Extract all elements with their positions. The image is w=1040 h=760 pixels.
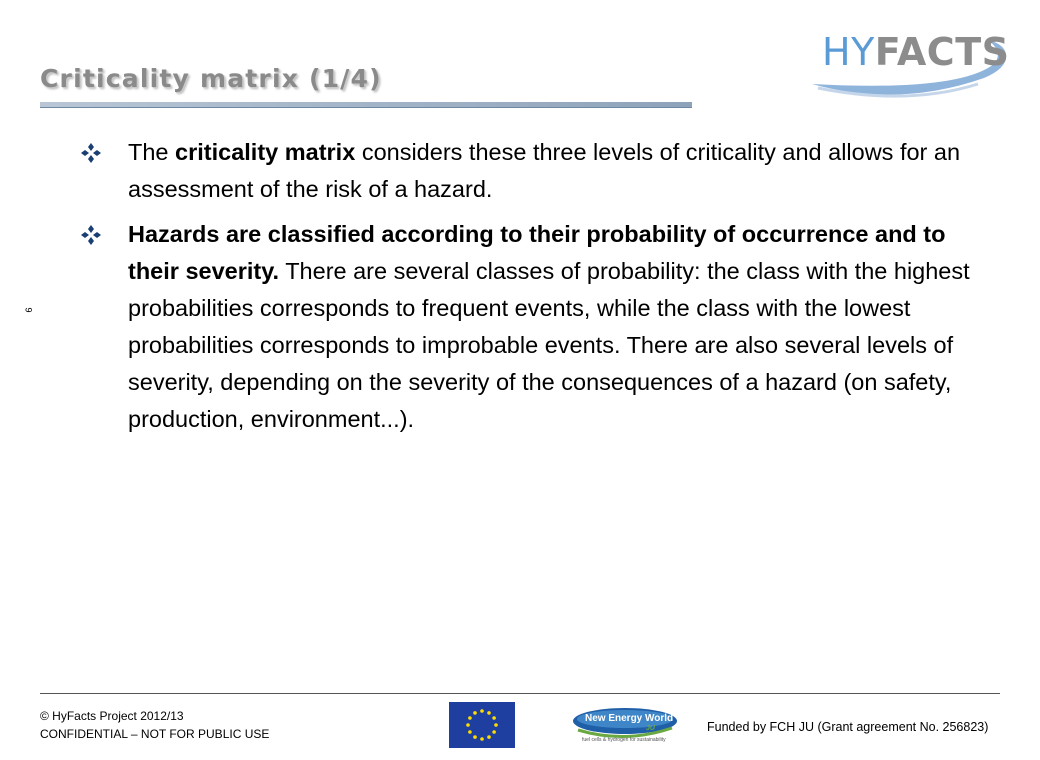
bold-text: criticality matrix — [175, 139, 356, 165]
footer-left — [40, 707, 269, 743]
logo-facts-text: FACTS — [874, 30, 1010, 74]
eu-star — [466, 723, 470, 727]
bullet-item — [80, 216, 980, 438]
new-energy-logo-name: New Energy World — [585, 713, 674, 724]
logo-hy-text: HY — [822, 30, 875, 74]
eu-star — [480, 709, 484, 713]
eu-star — [480, 737, 484, 741]
new-energy-world-logo — [570, 704, 680, 746]
bold-text: Hazards are classified according to their probability of occurrence and to their severity. — [128, 221, 946, 284]
hyfacts-logo — [808, 22, 1018, 102]
new-energy-logo-ju: JU — [646, 725, 655, 732]
slide-title: Criticality matrix (1/4) — [40, 64, 382, 93]
funded-text: Funded by FCH JU (Grant agreement No. 256823) — [707, 720, 989, 734]
title-underline — [40, 102, 692, 108]
eu-star — [487, 711, 491, 715]
eu-star — [473, 735, 477, 739]
eu-star — [487, 735, 491, 739]
eu-star — [468, 730, 472, 734]
eu-star — [492, 716, 496, 720]
new-energy-logo-tagline: fuel cells & hydrogen for sustainability — [582, 737, 666, 743]
bullet-text — [128, 216, 980, 438]
eu-flag-icon — [449, 702, 515, 748]
eu-star — [468, 716, 472, 720]
diamond-bullet-icon — [80, 224, 102, 246]
bullet-item — [80, 134, 980, 208]
copyright-text: © HyFacts Project 2012/13 — [40, 709, 184, 723]
confidential-text: CONFIDENTIAL – NOT FOR PUBLIC USE — [40, 727, 270, 741]
eu-star — [492, 730, 496, 734]
body-text: The — [128, 139, 176, 165]
eu-star — [473, 711, 477, 715]
diamond-bullet-icon — [80, 142, 102, 164]
eu-star — [494, 723, 498, 727]
bullet-text — [128, 134, 980, 208]
body-text: There are several classes of probability: the class with the highest probabilities corresponds to frequent events, while the class with the lowest probabilities corresponds to improbable events. There are also several levels of severity, depending on the severity of the consequences of a hazard (on safety, production, environment...). — [128, 258, 970, 432]
page-number: 9 — [23, 307, 34, 313]
footer-divider — [40, 693, 1000, 694]
bullet-list — [80, 134, 980, 446]
body-text: considers these three levels of criticality and allows for an assessment of the risk of a hazard. — [128, 139, 961, 202]
